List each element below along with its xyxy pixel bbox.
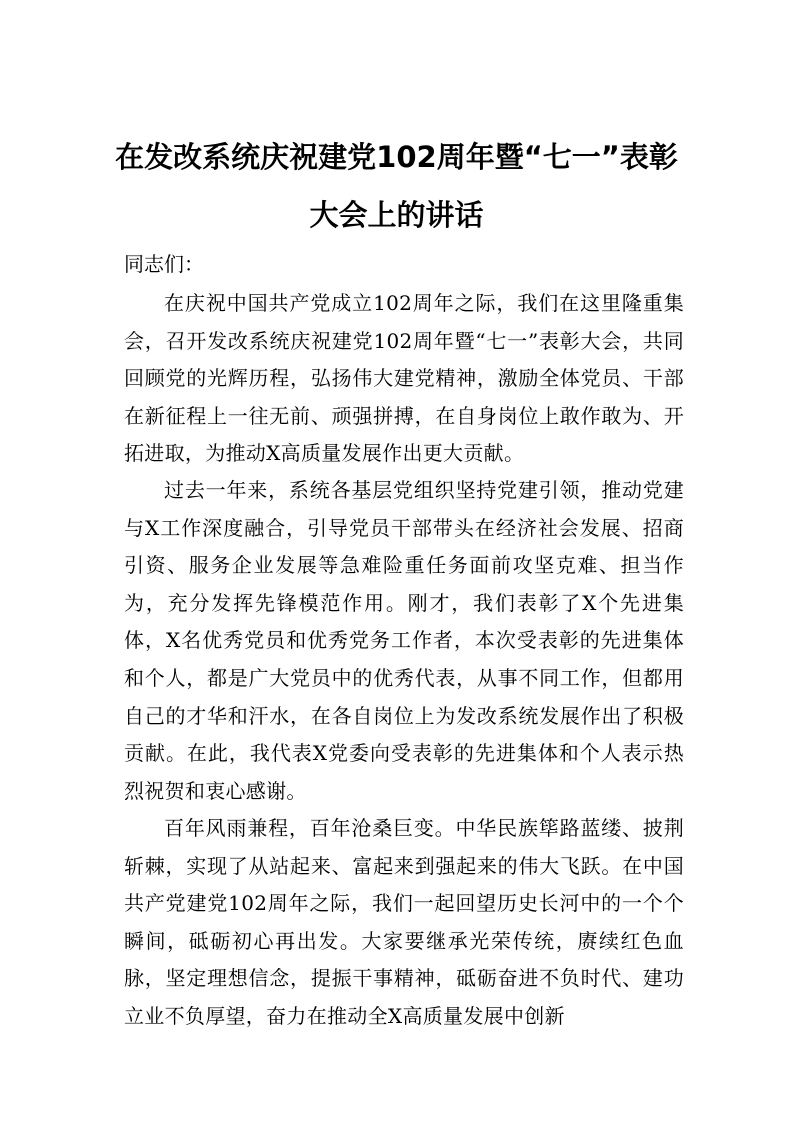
title-line-1: 在发改系统庆祝建党102周年暨“七一”表彰 — [115, 140, 678, 174]
title-line-2: 大会上的讲话 — [309, 198, 484, 232]
paragraph-3: 百年风雨兼程，百年沧桑巨变。中华民族筚路蓝缕、披荆斩棘，实现了从站起来、富起来到强起来的伟大飞跃。在中国共产党建党102周年之际，我们一起回望历史长河中的一个个瞬间，砥砺初心再出发。大家要继承光荣传统，赓续红色血脉，坚定理想信念，提振干事精神，砥砺奋进不负时代、建功立业不负厚望，奋力在推动全X高质量发展中创新 — [124, 816, 684, 1028]
paragraph-1: 在庆祝中国共产党成立102周年之际，我们在这里隆重集会，召开发改系统庆祝建党102周年暨“七一”表彰大会，共同回顾党的光辉历程，弘扬伟大建党精神，激励全体党员、干部在新征程上一往无前、顽强拼搏，在自身岗位上敢作敢为、开拓进取，为推动X高质量发展作出更大贡献。 — [124, 291, 684, 466]
salutation: 同志们： — [124, 252, 204, 276]
paragraph-2: 过去一年来，系统各基层党组织坚持党建引领，推动党建与X工作深度融合，引导党员干部带头在经济社会发展、招商引资、服务企业发展等急难险重任务面前攻坚克难、担当作为，充分发挥先锋模范作用。刚才，我们表彰了X个先进集体，X名优秀党员和优秀党务工作者，本次受表彰的先进集体和个人，都是广大党员中的优秀代表，从事不同工作，但都用自己的才华和汗水，在各自岗位上为发改系统发展作出了积极贡献。在此，我代表X党委向受表彰的先进集体和个人表示热烈祝贺和衷心感谢。 — [124, 478, 684, 803]
